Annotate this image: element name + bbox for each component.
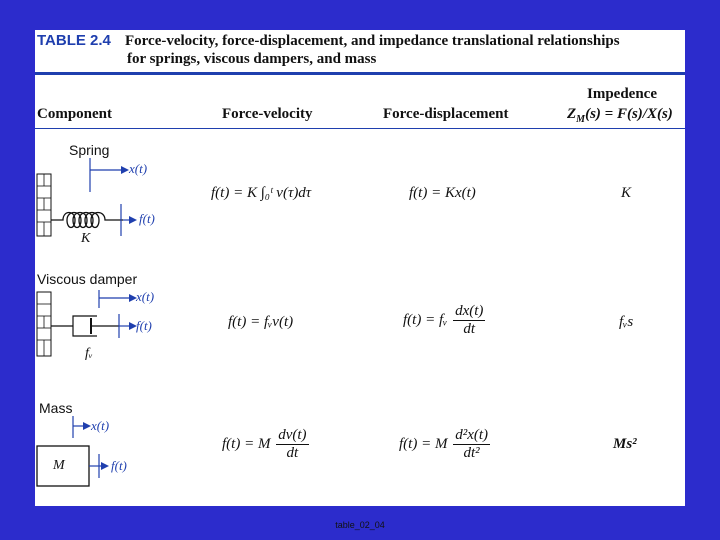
damper-fd-denominator: dt — [463, 321, 476, 337]
title-line-2: for springs, viscous dampers, and mass — [127, 51, 377, 67]
col-force-velocity: Force-velocity — [222, 106, 313, 122]
row-label-mass: Mass — [39, 400, 73, 416]
damper-force-velocity: f(t) = fᵥv(t) — [228, 314, 294, 330]
mass-impedance: Ms² — [613, 436, 637, 452]
col-impedance: Impedence — [587, 86, 657, 102]
mass-f-label: f(t) — [111, 458, 127, 473]
damper-impedance: fᵥs — [619, 314, 634, 330]
damper-force-displacement — [403, 303, 485, 338]
damper-fd-fraction — [453, 303, 485, 338]
mass-fv-lhs: f(t) = M — [222, 435, 271, 452]
spring-impedance: K — [621, 185, 632, 201]
title-line-1: Force-velocity, force-displacement, and impedance translational relationships — [125, 33, 620, 49]
row-label-damper: Viscous damper — [37, 271, 138, 287]
col-component: Component — [37, 106, 113, 122]
damper-fd-lhs: f(t) = fᵥ — [403, 311, 448, 328]
slide-caption: table_02_04 — [335, 520, 385, 530]
spring-force-displacement: f(t) = Kx(t) — [409, 185, 476, 201]
table-tag: TABLE 2.4 — [37, 32, 111, 49]
mass-x-label: x(t) — [91, 418, 110, 433]
spring-diagram — [35, 158, 175, 250]
mass-const-label: M — [53, 458, 65, 473]
mass-fd-denominator: dt² — [463, 445, 480, 461]
mass-fd-numerator: d²x(t) — [455, 427, 489, 443]
damper-f-label: f(t) — [136, 318, 152, 333]
row-label-spring: Spring — [69, 142, 110, 158]
spring-force-velocity: f(t) = K ∫₀ᵗ v(τ)dτ — [211, 185, 312, 201]
mass-fd-fraction — [453, 427, 490, 462]
mass-force-displacement — [399, 427, 490, 462]
damper-fd-numerator: dx(t) — [455, 303, 484, 319]
mass-fv-denominator: dt — [286, 445, 299, 461]
header-rule — [35, 72, 685, 75]
column-rule — [35, 128, 685, 129]
mass-fv-numerator: dv(t) — [278, 427, 307, 443]
damper-x-label: x(t) — [136, 289, 155, 304]
col-impedance-formula: $Z_M(s) = F(s)/X(s)$ — [567, 106, 673, 125]
mass-force-velocity — [222, 427, 309, 462]
mass-fv-fraction — [276, 427, 308, 462]
spring-f-label: f(t) — [139, 211, 155, 226]
damper-const-label: fᵥ — [85, 346, 93, 361]
col-force-displacement: Force-displacement — [383, 106, 509, 122]
spring-const-label: K — [81, 231, 91, 246]
mass-fd-lhs: f(t) = M — [399, 435, 448, 452]
table-slide — [35, 30, 685, 506]
spring-x-label: x(t) — [129, 161, 148, 176]
table-title — [37, 32, 683, 68]
